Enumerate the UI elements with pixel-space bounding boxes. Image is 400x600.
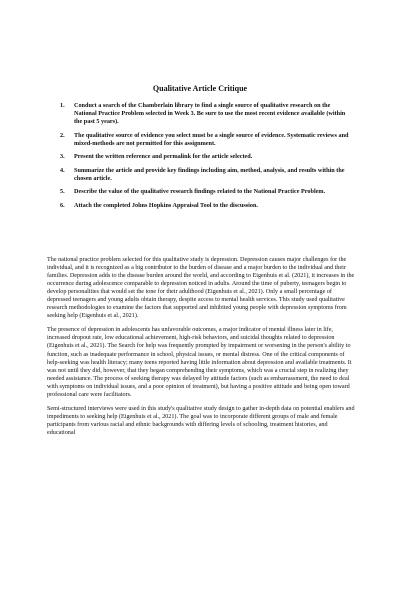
task-text: Attach the completed Johns Hopkins Appraisal Tool to the discussion.	[74, 201, 258, 209]
document-body	[47, 256, 355, 443]
task-number: 5.	[60, 188, 65, 196]
task-number: 3.	[60, 153, 65, 161]
task-number: 2.	[60, 131, 65, 139]
task-text: Conduct a search of the Chamberlain library to find a single source of qualitative research on the National Practice Problem selected in Week 3. Be sure to use the most recent evidence available (within the past 5 years).	[74, 102, 346, 126]
task-number: 6.	[60, 201, 65, 209]
body-paragraph: Semi-structured interviews were used in this study's qualitative study design to gather in-depth data on potential enablers and impediments to seeking help (Eigenhuis et al., 2021). The goal was to incorporate different groups of male and female participants from various racial and ethnic backgrounds with differing levels of schooling, treatment histories, and educational	[47, 405, 355, 436]
task-item	[60, 202, 350, 210]
task-item	[60, 132, 350, 148]
task-text: The qualitative source of evidence you select must be a single source of evidence. Systematic reviews and mixed-methods are not permitted for this assignment.	[74, 131, 349, 147]
task-number: 4.	[60, 166, 65, 174]
task-text: Present the written reference and permalink for the article selected.	[74, 153, 253, 161]
task-number: 1.	[60, 102, 65, 109]
document-title: Qualitative Article Critique	[152, 84, 248, 93]
task-item	[60, 167, 350, 183]
task-item	[60, 188, 350, 196]
task-item	[60, 102, 350, 127]
task-item	[60, 153, 350, 161]
task-text: Describe the value of the qualitative research findings related to the National Practice Problem.	[74, 188, 326, 196]
body-paragraph: The national practice problem selected for this qualitative study is depression. Depression causes major challenges for the individual, and it is recognized as a big contributor to the burden of disease and a major burden to the individual and their families. Depression adds to the disease burden around the world, and according to Eigenhuis et al. (2021), it increases in the occurrence during adolescence comparable to depression noticed in adults. Around the time of puberty, teenagers begin to develop personalities that would set the tone for their adulthood (Eigenhuis et al., 2021). Only a small percentage of depressed teenagers and young adults obtain therapy, despite access to mental health services. This study used qualitative research methodologies to examine the factors that supported and inhibited young people with depression symptoms from seeking help (Eigenhuis et al., 2021).	[47, 257, 355, 320]
body-paragraph: The presence of depression in adolescents has unfavorable outcomes, a major indicator of mental illness later in life, increased dropout rate, low educational achievement, high-risk behaviors, and suicidal thoughts related to depression (Eigenhuis et al., 2021). The Search for help was frequently prompted by impairment or worsening in the person's ability to function, such as inadequate performance in school, physical issues, or mental distress. One of the critical components of help-seeking was health literacy; many teens reported having little information about depression and available treatments. It was not until they did, however, that they began comprehending their symptoms, which was a crucial step in realizing they needed assistance. The process of seeking therapy was delayed by attitude factors (such as embarrassment, the need to deal with symptoms on individual issues, and a poor opinion of treatment), but having a positive attitude and being open toward professional care were facilitators.	[47, 327, 352, 398]
assignment-task-list	[60, 102, 350, 215]
task-text: Summarize the article and provide key findings including aim, method, analysis, and results within the chosen article.	[74, 166, 345, 182]
